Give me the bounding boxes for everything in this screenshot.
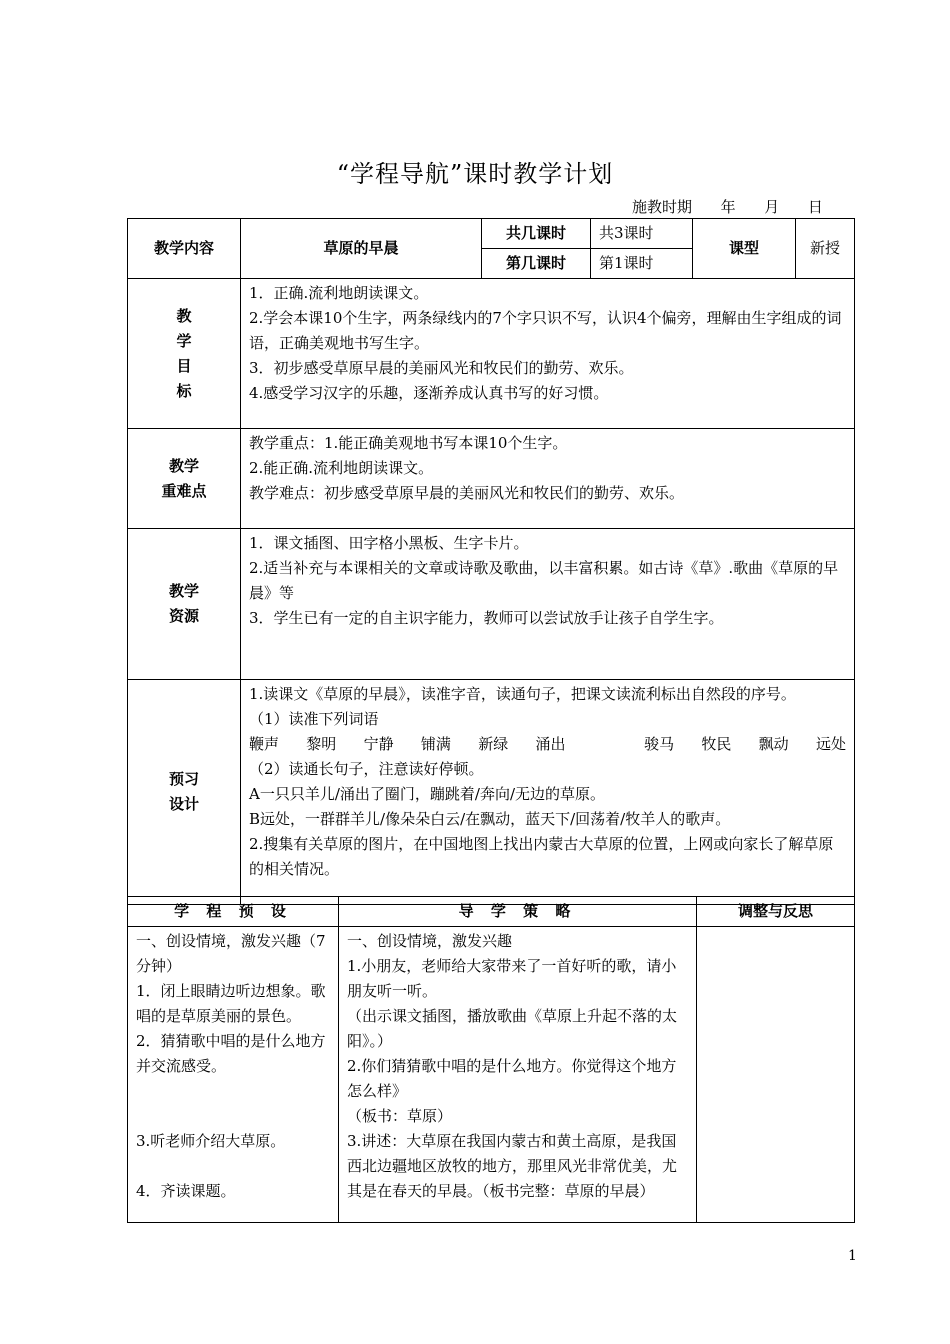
student-spacer xyxy=(136,1154,330,1179)
resources-label-line: 教学 xyxy=(168,582,199,600)
resources-content xyxy=(241,529,855,680)
reflection-content xyxy=(697,927,855,1223)
resources-label-line: 资源 xyxy=(168,607,199,625)
key-point-line: 教学重点：1.能正确美观地书写本课10个生字。 xyxy=(249,434,568,452)
vocabulary-word: 鞭声 xyxy=(249,735,280,753)
preview-label-line: 预习 xyxy=(168,770,199,788)
vocabulary-word: 新绿 xyxy=(478,735,509,753)
teacher-step: 一、创设情境，激发兴趣 xyxy=(347,932,513,950)
objectives-label-char: 目 xyxy=(176,356,192,375)
student-spacer xyxy=(136,1079,330,1129)
vocabulary-word: 宁静 xyxy=(363,735,394,753)
preview-label xyxy=(128,680,241,905)
total-periods-value: 共3课时 xyxy=(591,219,693,249)
teacher-step: 1.小朋友，老师给大家带来了一首好听的歌，请小朋友听一听。 xyxy=(347,957,677,1000)
content-label: 教学内容 xyxy=(128,219,241,279)
vocabulary-word: 涌出 xyxy=(535,735,566,753)
current-period-value: 第1课时 xyxy=(591,249,693,279)
resource-line: 3．学生已有一定的自主识字能力，教师可以尝试放手让孩子自学生字。 xyxy=(249,609,724,627)
objectives-content xyxy=(241,279,855,429)
lesson-type-label: 课型 xyxy=(693,219,796,279)
total-periods-label: 共几课时 xyxy=(482,219,591,249)
objectives-label-char: 教 xyxy=(176,306,192,325)
student-process-content xyxy=(128,927,339,1223)
objective-line: 3．初步感受草原早晨的美丽风光和牧民们的勤劳、欢乐。 xyxy=(249,359,634,377)
key-points-label-line: 教学 xyxy=(168,456,199,475)
preview-line: B远处，一群群羊儿/像朵朵白云/在飘动，蓝天下/回荡着/牧羊人的歌声。 xyxy=(249,810,731,828)
teaching-date-line: 施教时期 年 月 日 xyxy=(632,198,823,216)
key-points-label-line: 重难点 xyxy=(161,481,207,500)
reflection-header: 调整与反思 xyxy=(697,897,855,927)
current-period-label: 第几课时 xyxy=(482,249,591,279)
student-step: 一、创设情境，激发兴趣（7分钟） xyxy=(136,932,326,975)
teacher-step: 2.你们猜猜歌中唱的是什么地方。你觉得这个地方怎么样》 xyxy=(347,1057,677,1100)
vocabulary-word: 骏马 xyxy=(644,735,675,753)
teacher-step: （板书：草原） xyxy=(347,1107,453,1125)
preview-label-line: 设计 xyxy=(168,795,199,813)
preview-line: A一只只羊儿/涌出了圈门，蹦跳着/奔向/无边的草原。 xyxy=(249,785,605,803)
preview-content xyxy=(241,680,855,905)
teacher-strategy-content xyxy=(339,927,697,1223)
student-step: 4．齐读课题。 xyxy=(136,1182,236,1200)
student-step: 3.听老师介绍大草原。 xyxy=(136,1132,286,1150)
preview-line: （2）读通长句子，注意读好停顿。 xyxy=(249,760,484,778)
lesson-plan-table xyxy=(127,218,855,905)
vocabulary-word: 黎明 xyxy=(306,735,337,753)
teacher-step: 3.讲述：大草原在我国内蒙古和黄土高原，是我国西北边疆地区放牧的地方，那里风光非常优美，尤其是在春天的早晨。（板书完整：草原的早晨） xyxy=(347,1132,678,1200)
objectives-label-char: 学 xyxy=(176,331,192,350)
preview-line: 1.读课文《草原的早晨》，读准字音，读通句子，把课文读流利标出自然段的序号。 xyxy=(249,685,796,703)
objectives-label-char: 标 xyxy=(176,381,192,400)
preview-line: 2.搜集有关草原的图片，在中国地图上找出内蒙古大草原的位置，上网或向家长了解草原的相关情况。 xyxy=(249,835,834,878)
lesson-type-value: 新授 xyxy=(796,219,855,279)
key-points-label xyxy=(128,429,241,529)
vocabulary-word: 飘动 xyxy=(758,735,789,753)
objectives-label xyxy=(128,279,241,429)
resources-label xyxy=(128,529,241,680)
content-value: 草原的早晨 xyxy=(241,219,482,279)
teacher-step: （出示课文插图，播放歌曲《草原上升起不落的太阳》。） xyxy=(347,1007,678,1050)
objective-line: 2.学会本课10个生字，两条绿线内的7个字只识不写，认识4个偏旁，理解由生字组成的词语，正确美观地书写生字。 xyxy=(249,309,842,352)
objective-line: 4.感受学习汉字的乐趣，逐渐养成认真书写的好习惯。 xyxy=(249,384,609,402)
objective-line: 1．正确.流利地朗读课文。 xyxy=(249,284,429,302)
vocabulary-list xyxy=(249,732,846,757)
page-number: 1 xyxy=(848,1248,857,1264)
vocabulary-word: 远处 xyxy=(815,735,846,753)
student-process-header: 学 程 预 设 xyxy=(128,897,339,927)
teacher-strategy-header: 导 学 策 略 xyxy=(339,897,697,927)
key-point-line: 2.能正确.流利地朗读课文。 xyxy=(249,459,434,477)
resource-line: 2.适当补充与本课相关的文章或诗歌及歌曲，以丰富积累。如古诗《草》.歌曲《草原的早晨》等 xyxy=(249,559,839,602)
key-points-content xyxy=(241,429,855,529)
resource-line: 1．课文插图、田字格小黑板、生字卡片。 xyxy=(249,534,529,552)
student-step: 1．闭上眼睛边听边想象。歌唱的是草原美丽的景色。 xyxy=(136,982,326,1025)
key-point-line: 教学难点：初步感受草原早晨的美丽风光和牧民们的勤劳、欢乐。 xyxy=(249,484,685,502)
vocabulary-word: 牧民 xyxy=(701,735,732,753)
preview-line: （1）读准下列词语 xyxy=(249,710,379,728)
process-table xyxy=(127,896,855,1223)
student-step: 2．猜猜歌中唱的是什么地方并交流感受。 xyxy=(136,1032,326,1075)
document-title: “学程导航”课时教学计划 xyxy=(336,160,614,188)
vocabulary-word: 铺满 xyxy=(420,735,451,753)
